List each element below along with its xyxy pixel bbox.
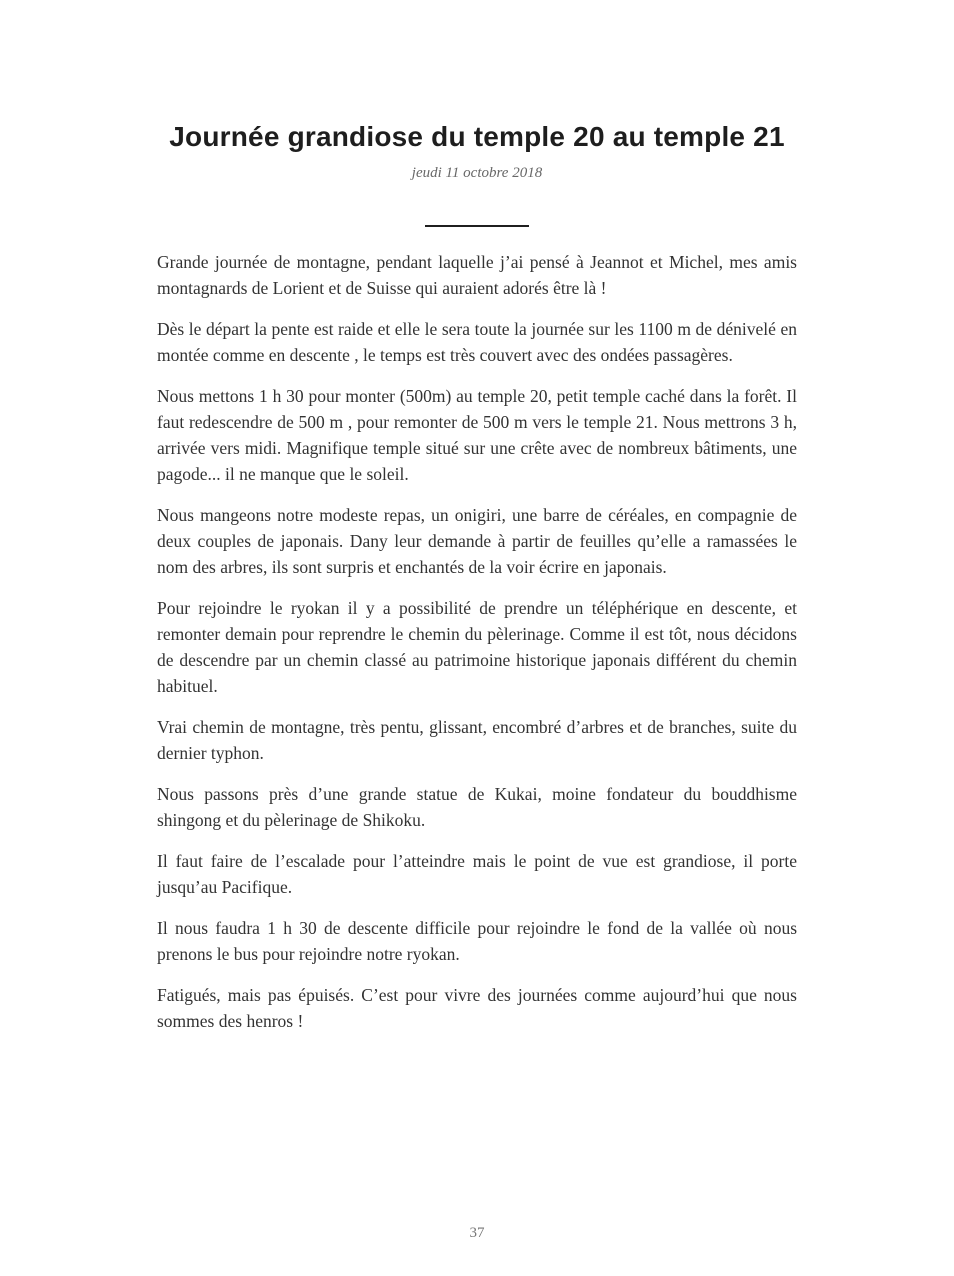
post-date: jeudi 11 octobre 2018 <box>411 165 543 181</box>
article-body <box>157 249 797 1034</box>
paragraph: Pour rejoindre le ryokan il y a possibilité de prendre un téléphérique en descente, et remonter demain pour reprendre le chemin du pèlerinage. Comme il est tôt, nous décidons de descendre par un chemin classé au patrimoine historique japonais différent du chemin habituel. <box>157 598 797 696</box>
page-title: Journée grandiose du temple 20 au temple 21 <box>169 121 785 152</box>
title-separator-rule <box>425 225 529 227</box>
paragraph: Nous mettons 1 h 30 pour monter (500m) au temple 20, petit temple caché dans la forêt. Il faut redescendre de 500 m , pour remonter de 500 m vers le temple 21. Nous mettrons 3 h, arrivée vers midi. Magnifique temple situé sur une crête avec de nombreux bâtiments, une pagode... il ne manque que le soleil. <box>157 386 797 484</box>
page-number: 37 <box>469 1225 485 1241</box>
paragraph: Grande journée de montagne, pendant laquelle j’ai pensé à Jeannot et Michel, mes amis montagnards de Lorient et de Suisse qui auraient adorés être là ! <box>157 252 797 298</box>
paragraph: Il faut faire de l’escalade pour l’atteindre mais le point de vue est grandiose, il porte jusqu’au Pacifique. <box>157 851 797 897</box>
paragraph: Fatigués, mais pas épuisés. C’est pour vivre des journées comme aujourd’hui que nous sommes des henros ! <box>157 985 797 1031</box>
paragraph: Il nous faudra 1 h 30 de descente difficile pour rejoindre le fond de la vallée où nous prenons le bus pour rejoindre notre ryokan. <box>157 918 797 964</box>
paragraph: Dès le départ la pente est raide et elle le sera toute la journée sur les 1100 m de dénivelé en montée comme en descente , le temps est très couvert avec des ondées passagères. <box>157 319 797 365</box>
article <box>157 0 797 1034</box>
paragraph: Nous mangeons notre modeste repas, un onigiri, une barre de céréales, en compagnie de deux couples de japonais. Dany leur demande à partir de feuilles qu’elle a ramassées le nom des arbres, ils sont surpris et enchantés de la voir écrire en japonais. <box>157 505 797 577</box>
paragraph: Nous passons près d’une grande statue de Kukai, moine fondateur du bouddhisme shingong et du pèlerinage de Shikoku. <box>157 784 797 830</box>
paragraph: Vrai chemin de montagne, très pentu, glissant, encombré d’arbres et de branches, suite du dernier typhon. <box>157 717 797 763</box>
